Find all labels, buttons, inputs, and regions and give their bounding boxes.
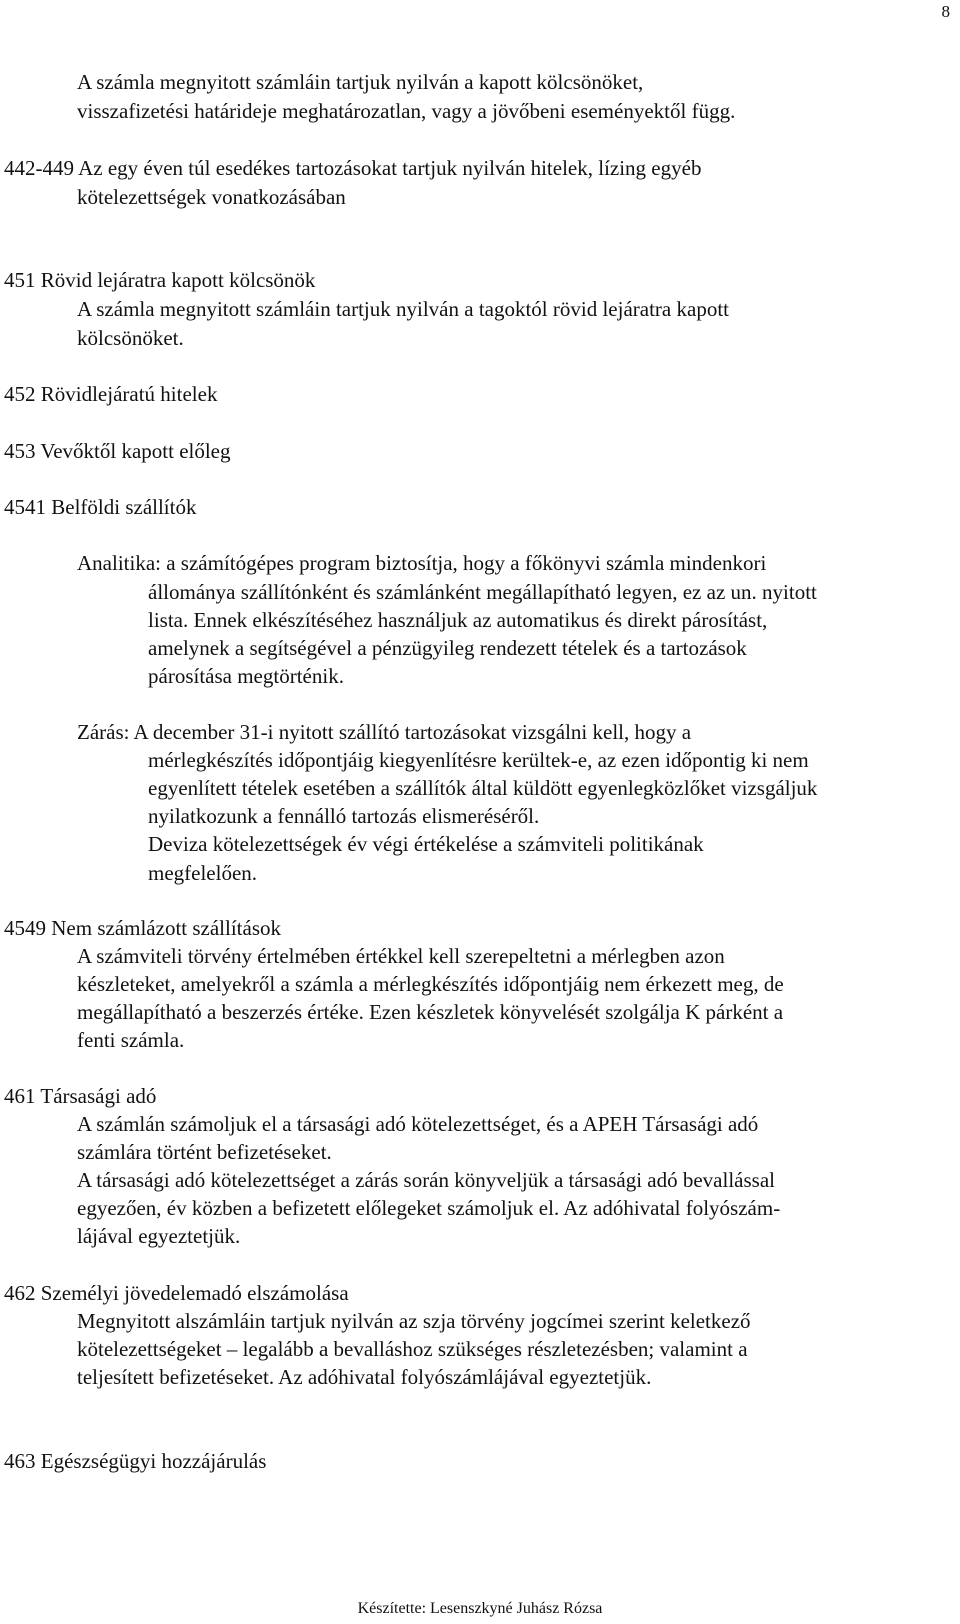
- text-line: visszafizetési határideje meghatározatlan, vagy a jövőbeni eseményektől függ.: [77, 99, 736, 123]
- text-line: kötelezettségek vonatkozásában: [77, 185, 346, 209]
- text-line: párosítása megtörténik.: [148, 664, 344, 688]
- text-line: kötelezettségeket – legalább a bevalláshoz szükséges részletezésben; valamint a: [77, 1337, 748, 1361]
- text-line: megállapítható a beszerzés értéke. Ezen készletek könyvelését szolgálja K párként a: [77, 1000, 784, 1024]
- text-line: A számla megnyitott számláin tartjuk nyilván a tagoktól rövid lejáratra kapott: [77, 297, 729, 321]
- footer-author: Készítette: Lesenszkyné Juhász Rózsa: [357, 1600, 603, 1617]
- section-heading-442-449: 442-449 Az egy éven túl esedékes tartozásokat tartjuk nyilván hitelek, lízing egyéb: [4, 156, 702, 180]
- section-heading-461: 461 Társasági adó: [4, 1084, 157, 1108]
- text-line: teljesített befizetéseket. Az adóhivatal folyószámlájával egyeztetjük.: [77, 1365, 652, 1389]
- section-heading-4541: 4541 Belföldi szállítók: [4, 495, 197, 519]
- text-line: A számviteli törvény értelmében értékkel kell szerepeltetni a mérlegben azon: [77, 944, 725, 968]
- section-heading-453: 453 Vevőktől kapott előleg: [4, 439, 231, 463]
- text-line: állománya szállítónként és számlánként megállapítható legyen, ez az un. nyitott: [148, 580, 817, 604]
- section-heading-462: 462 Személyi jövedelemadó elszámolása: [4, 1281, 349, 1305]
- section-heading-451: 451 Rövid lejáratra kapott kölcsönök: [4, 268, 316, 292]
- text-line: nyilatkozunk a fennálló tartozás elismeréséről.: [148, 804, 540, 828]
- section-heading-463: 463 Egészségügyi hozzájárulás: [4, 1449, 267, 1473]
- text-line: mérlegkészítés időpontjáig kiegyenlítésre kerültek-e, az ezen időpontig ki nem: [148, 748, 809, 772]
- text-line: amelynek a segítségével a pénzügyileg rendezett tételek és a tartozások: [148, 636, 747, 660]
- text-line: A számlán számoljuk el a társasági adó kötelezettséget, és a APEH Társasági adó: [77, 1112, 759, 1136]
- page-number: 8: [941, 2, 950, 21]
- text-line: lista. Ennek elkészítéséhez használjuk az automatikus és direkt párosítást,: [148, 608, 768, 632]
- text-line: számlára történt befizetéseket.: [77, 1140, 332, 1164]
- section-heading-4549: 4549 Nem számlázott szállítások: [4, 916, 282, 940]
- text-line: A társasági adó kötelezettséget a zárás során könyveljük a társasági adó bevallással: [77, 1168, 775, 1192]
- text-line: Analitika: a számítógépes program biztosítja, hogy a főkönyvi számla mindenkori: [77, 551, 767, 575]
- text-line: A számla megnyitott számláin tartjuk nyilván a kapott kölcsönöket,: [77, 70, 644, 94]
- text-line: kölcsönöket.: [77, 326, 184, 350]
- text-line: fenti számla.: [77, 1028, 185, 1052]
- text-line: Zárás: A december 31-i nyitott szállító tartozásokat vizsgálni kell, hogy a: [77, 720, 692, 744]
- text-line: egyenlített tételek esetében a szállítók által küldött egyenlegközlőket vizsgáljuk: [148, 776, 818, 800]
- section-heading-452: 452 Rövidlejáratú hitelek: [4, 382, 218, 406]
- text-line: készleteket, amelyekről a számla a mérlegkészítés időpontjáig nem érkezett meg, de: [77, 972, 784, 996]
- text-line: lájával egyeztetjük.: [77, 1224, 241, 1248]
- text-line: egyezően, év közben a befizetett előlegeket számoljuk el. Az adóhivatal folyószám-: [77, 1196, 781, 1220]
- text-line: megfelelően.: [148, 861, 258, 885]
- text-line: Megnyitott alszámláin tartjuk nyilván az szja törvény jogcímei szerint keletkező: [77, 1309, 751, 1333]
- text-line: Deviza kötelezettségek év végi értékelése a számviteli politikának: [148, 832, 704, 856]
